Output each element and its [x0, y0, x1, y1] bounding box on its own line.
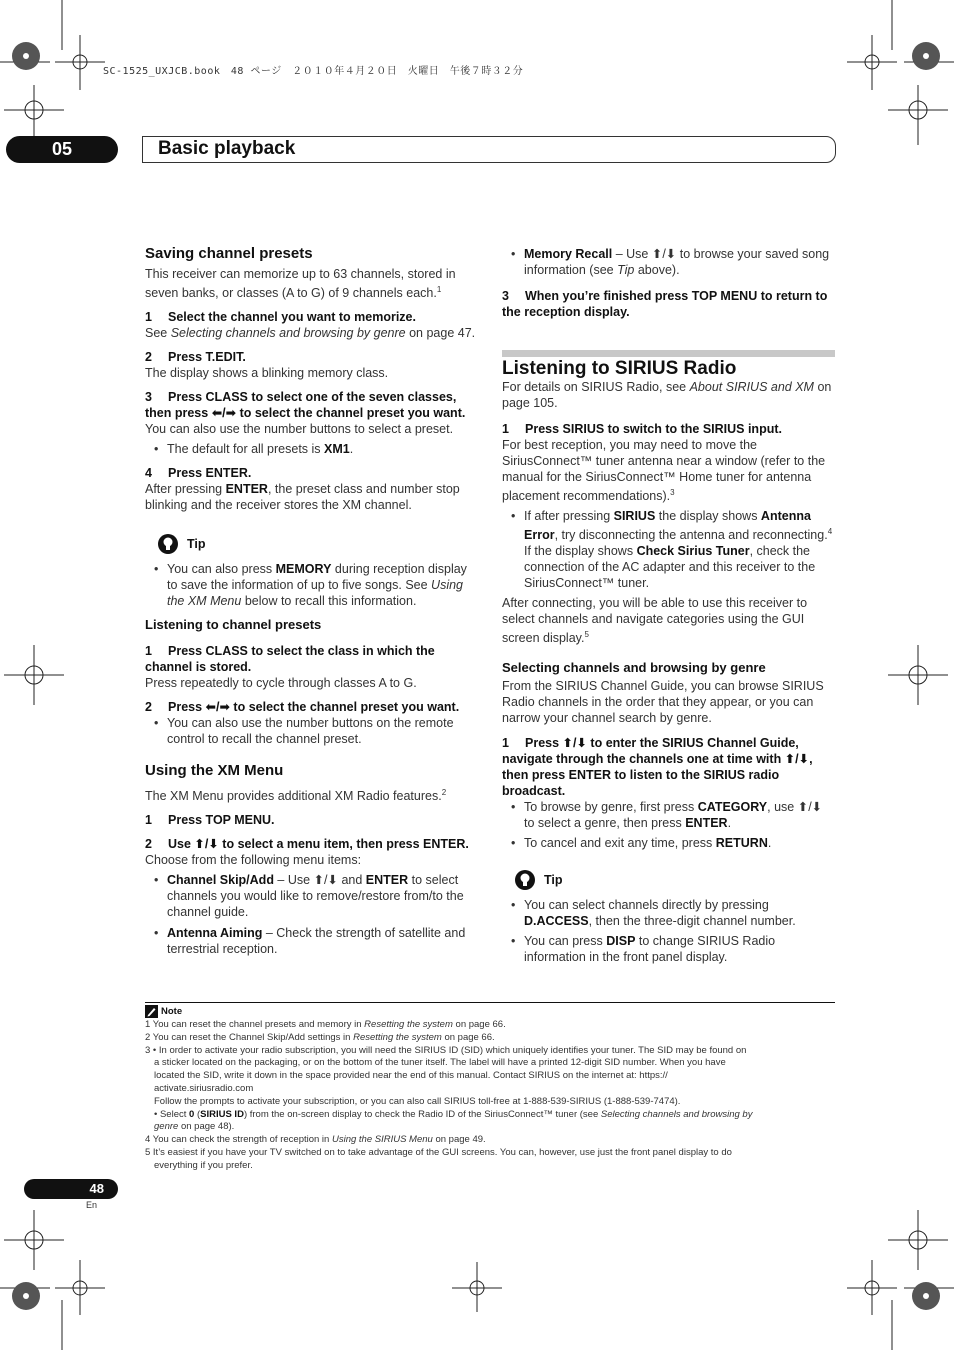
- genre-step-1: 1 Press ⬆/⬇ to enter the SIRIUS Channel Guide, navigate through the channels one at time with ⬆/⬇, then press ENTER to listen to the SIRIUS radio broadcast.: [502, 736, 813, 799]
- footnote-3-line: genre on page 48).: [154, 1121, 235, 1133]
- saving-step-4: 4 Press ENTER.: [145, 466, 252, 481]
- lightbulb-icon: [514, 869, 536, 891]
- footnote-3-url: activate.siriusradio.com: [154, 1082, 254, 1094]
- notes-header: Note: [145, 1005, 182, 1018]
- genre-bullets: [502, 799, 835, 851]
- list-item: • If after pressing SIRIUS the display shows Antenna Error, try disconnecting the antenna and reconnecting.$^4$ If the display shows Check Sirius Tuner, check the connection of the AC adapter and this receiver to the SiriusConnect™ tuner.: [524, 508, 835, 591]
- footnotes: [145, 1019, 837, 1173]
- listening-step-2-bullets: [145, 715, 480, 747]
- footnote-4: 4 You can check the strength of reception in Using the SIRIUS Menu on page 49.: [145, 1134, 486, 1146]
- page-number: 48: [24, 1179, 118, 1199]
- footnote-1: 1 You can reset the channel presets and memory in Resetting the system on page 66.: [145, 1019, 506, 1030]
- listening-presets-heading: Listening to channel presets: [145, 617, 322, 633]
- list-item: • You can also press MEMORY during reception display to save the information of up to five songs. See Using the XM Menu below to recall this information.: [167, 561, 480, 609]
- sirius-step-1-desc: For best reception, you may need to move the SiriusConnect™ tuner antenna near a window (refer to the manual for the SiriusConnect™ Home tuner for antenna placement recommendations).$^3$: [502, 438, 826, 504]
- saving-step-2-desc: The display shows a blinking memory class.: [145, 366, 389, 381]
- xm-step-2-desc: Choose from the following menu items:: [145, 853, 362, 868]
- list-item: • To browse by genre, first press CATEGORY, use ⬆/⬇ to select a genre, then press ENTER.: [524, 799, 835, 831]
- sirius-step-1-bullets: [502, 508, 835, 591]
- saving-step-1: 1 Select the channel you want to memorize.: [145, 310, 416, 325]
- language-label: En: [86, 1200, 98, 1210]
- sirius-heading: Listening to SIRIUS Radio: [502, 358, 737, 379]
- saving-step-3: 3 Press CLASS to select one of the seven classes, then press ⬅/➡ to select the channel preset you want.: [145, 390, 466, 421]
- genre-intro: From the SIRIUS Channel Guide, you can browse SIRIUS Radio channels in the order that they appear, or you can narrow your channel search by genre.: [502, 679, 824, 726]
- memory-recall-list: [502, 246, 835, 278]
- tip-list: [502, 897, 835, 965]
- xm-step-3: 3 When you’re finished press TOP MENU to return to the reception display.: [502, 289, 828, 319]
- tip-list: [145, 561, 480, 609]
- xm-menu-items: [145, 872, 480, 957]
- saving-presets-heading: Saving channel presets: [145, 245, 313, 262]
- lightbulb-icon: [157, 533, 179, 555]
- xm-menu-intro: The XM Menu provides additional XM Radio features.$^2$: [145, 788, 447, 804]
- sirius-step-1: 1 Press SIRIUS to switch to the SIRIUS input.: [502, 422, 782, 436]
- chapter-title: Basic playback: [158, 138, 296, 159]
- chapter-number: 05: [6, 136, 118, 163]
- list-item: • The default for all presets is XM1.: [167, 441, 480, 457]
- print-header: SC-1525_UXJCB.book 48 ページ ２０１０年４月２０日 火曜日 午後７時３２分: [103, 66, 524, 77]
- sirius-after-connect: After connecting, you will be able to use this receiver to select channels and navigate categories using the GUI screen display.$^5$: [502, 596, 808, 646]
- notes-divider: [145, 1002, 835, 1003]
- list-item: • You can also use the number buttons on the remote control to recall the channel preset.: [167, 715, 480, 747]
- note-icon: [145, 1005, 158, 1018]
- footnote-3-line: Follow the prompts to activate your subscription, or you can also call SIRIUS toll-free at 1-888-539-SIRIUS (1-888-539-7474).: [154, 1095, 681, 1107]
- footnote-5-line: everything if you prefer.: [154, 1159, 253, 1171]
- list-item: • Channel Skip/Add – Use ⬆/⬇ and ENTER to select channels you would like to remove/restore from/to the channel guide.: [167, 872, 480, 920]
- footnote-5: 5 It’s easiest if you have your TV switched on to take advantage of the GUI screens. You can, however, use just the front panel display to do: [145, 1146, 732, 1158]
- tip-header: Tip: [502, 869, 835, 891]
- saving-step-3-desc: You can also use the number buttons to select a preset.: [145, 422, 454, 437]
- xm-step-1: 1 Press TOP MENU.: [145, 813, 275, 828]
- list-item: • Antenna Aiming – Check the strength of satellite and terrestrial reception.: [167, 925, 480, 957]
- list-item: • You can select channels directly by pressing D.ACCESS, then the three-digit channel number.: [524, 897, 835, 929]
- list-item: • To cancel and exit any time, press RETURN.: [524, 835, 835, 851]
- left-column: [145, 246, 480, 957]
- footnote-3-line: • Select 0 (SIRIUS ID) from the on-screen display to check the Radio ID of the SiriusConnect™ tuner (see Selecting channels and browsing by: [154, 1108, 753, 1120]
- footnote-3-line: located the SID, write it down in the space provided near the end of this manual. Contact SIRIUS on the internet at: https://: [154, 1070, 668, 1082]
- list-item: • Memory Recall – Use ⬆/⬇ to browse your saved song information (see Tip above).: [524, 246, 835, 278]
- xm-step-2: 2 Use ⬆/⬇ to select a menu item, then press ENTER.: [145, 837, 469, 852]
- saving-intro: This receiver can memorize up to 63 channels, stored in seven banks, or classes (A to G) of 9 channels each.$^1$: [145, 267, 456, 301]
- section-divider-bar: [502, 350, 835, 357]
- listening-step-1: 1 Press CLASS to select the class in which the channel is stored.: [145, 644, 435, 675]
- saving-step-1-desc: See Selecting channels and browsing by genre on page 47.: [145, 326, 476, 341]
- footnote-3: 3 • In order to activate your radio subscription, you will need the SIRIUS ID (SID) which uniquely identifies your tuner. The SID may be found on: [145, 1044, 747, 1056]
- listening-step-1-desc: Press repeatedly to cycle through classes A to G.: [145, 676, 417, 691]
- right-column: [502, 246, 835, 965]
- footnote-3-line: a sticker located on the packaging, or on the bottom of the tuner itself. The label will have a printed 12-digit SID number. When you have: [154, 1057, 726, 1069]
- sirius-intro: For details on SIRIUS Radio, see About SIRIUS and XM on page 105.: [502, 380, 832, 410]
- list-item: • You can press DISP to change SIRIUS Radio information in the front panel display.: [524, 933, 835, 965]
- genre-heading: Selecting channels and browsing by genre: [502, 660, 766, 676]
- saving-step-3-bullets: [145, 441, 480, 457]
- xm-menu-heading: Using the XM Menu: [145, 762, 284, 780]
- listening-step-2: 2 Press ⬅/➡ to select the channel preset you want.: [145, 700, 460, 715]
- footnote-2: 2 You can reset the Channel Skip/Add settings in Resetting the system on page 66.: [145, 1031, 495, 1043]
- saving-step-4-desc: After pressing ENTER, the preset class and number stop blinking and the receiver stores the XM channel.: [145, 482, 460, 513]
- tip-header: Tip: [145, 533, 480, 555]
- saving-step-2: 2 Press T.EDIT.: [145, 350, 246, 365]
